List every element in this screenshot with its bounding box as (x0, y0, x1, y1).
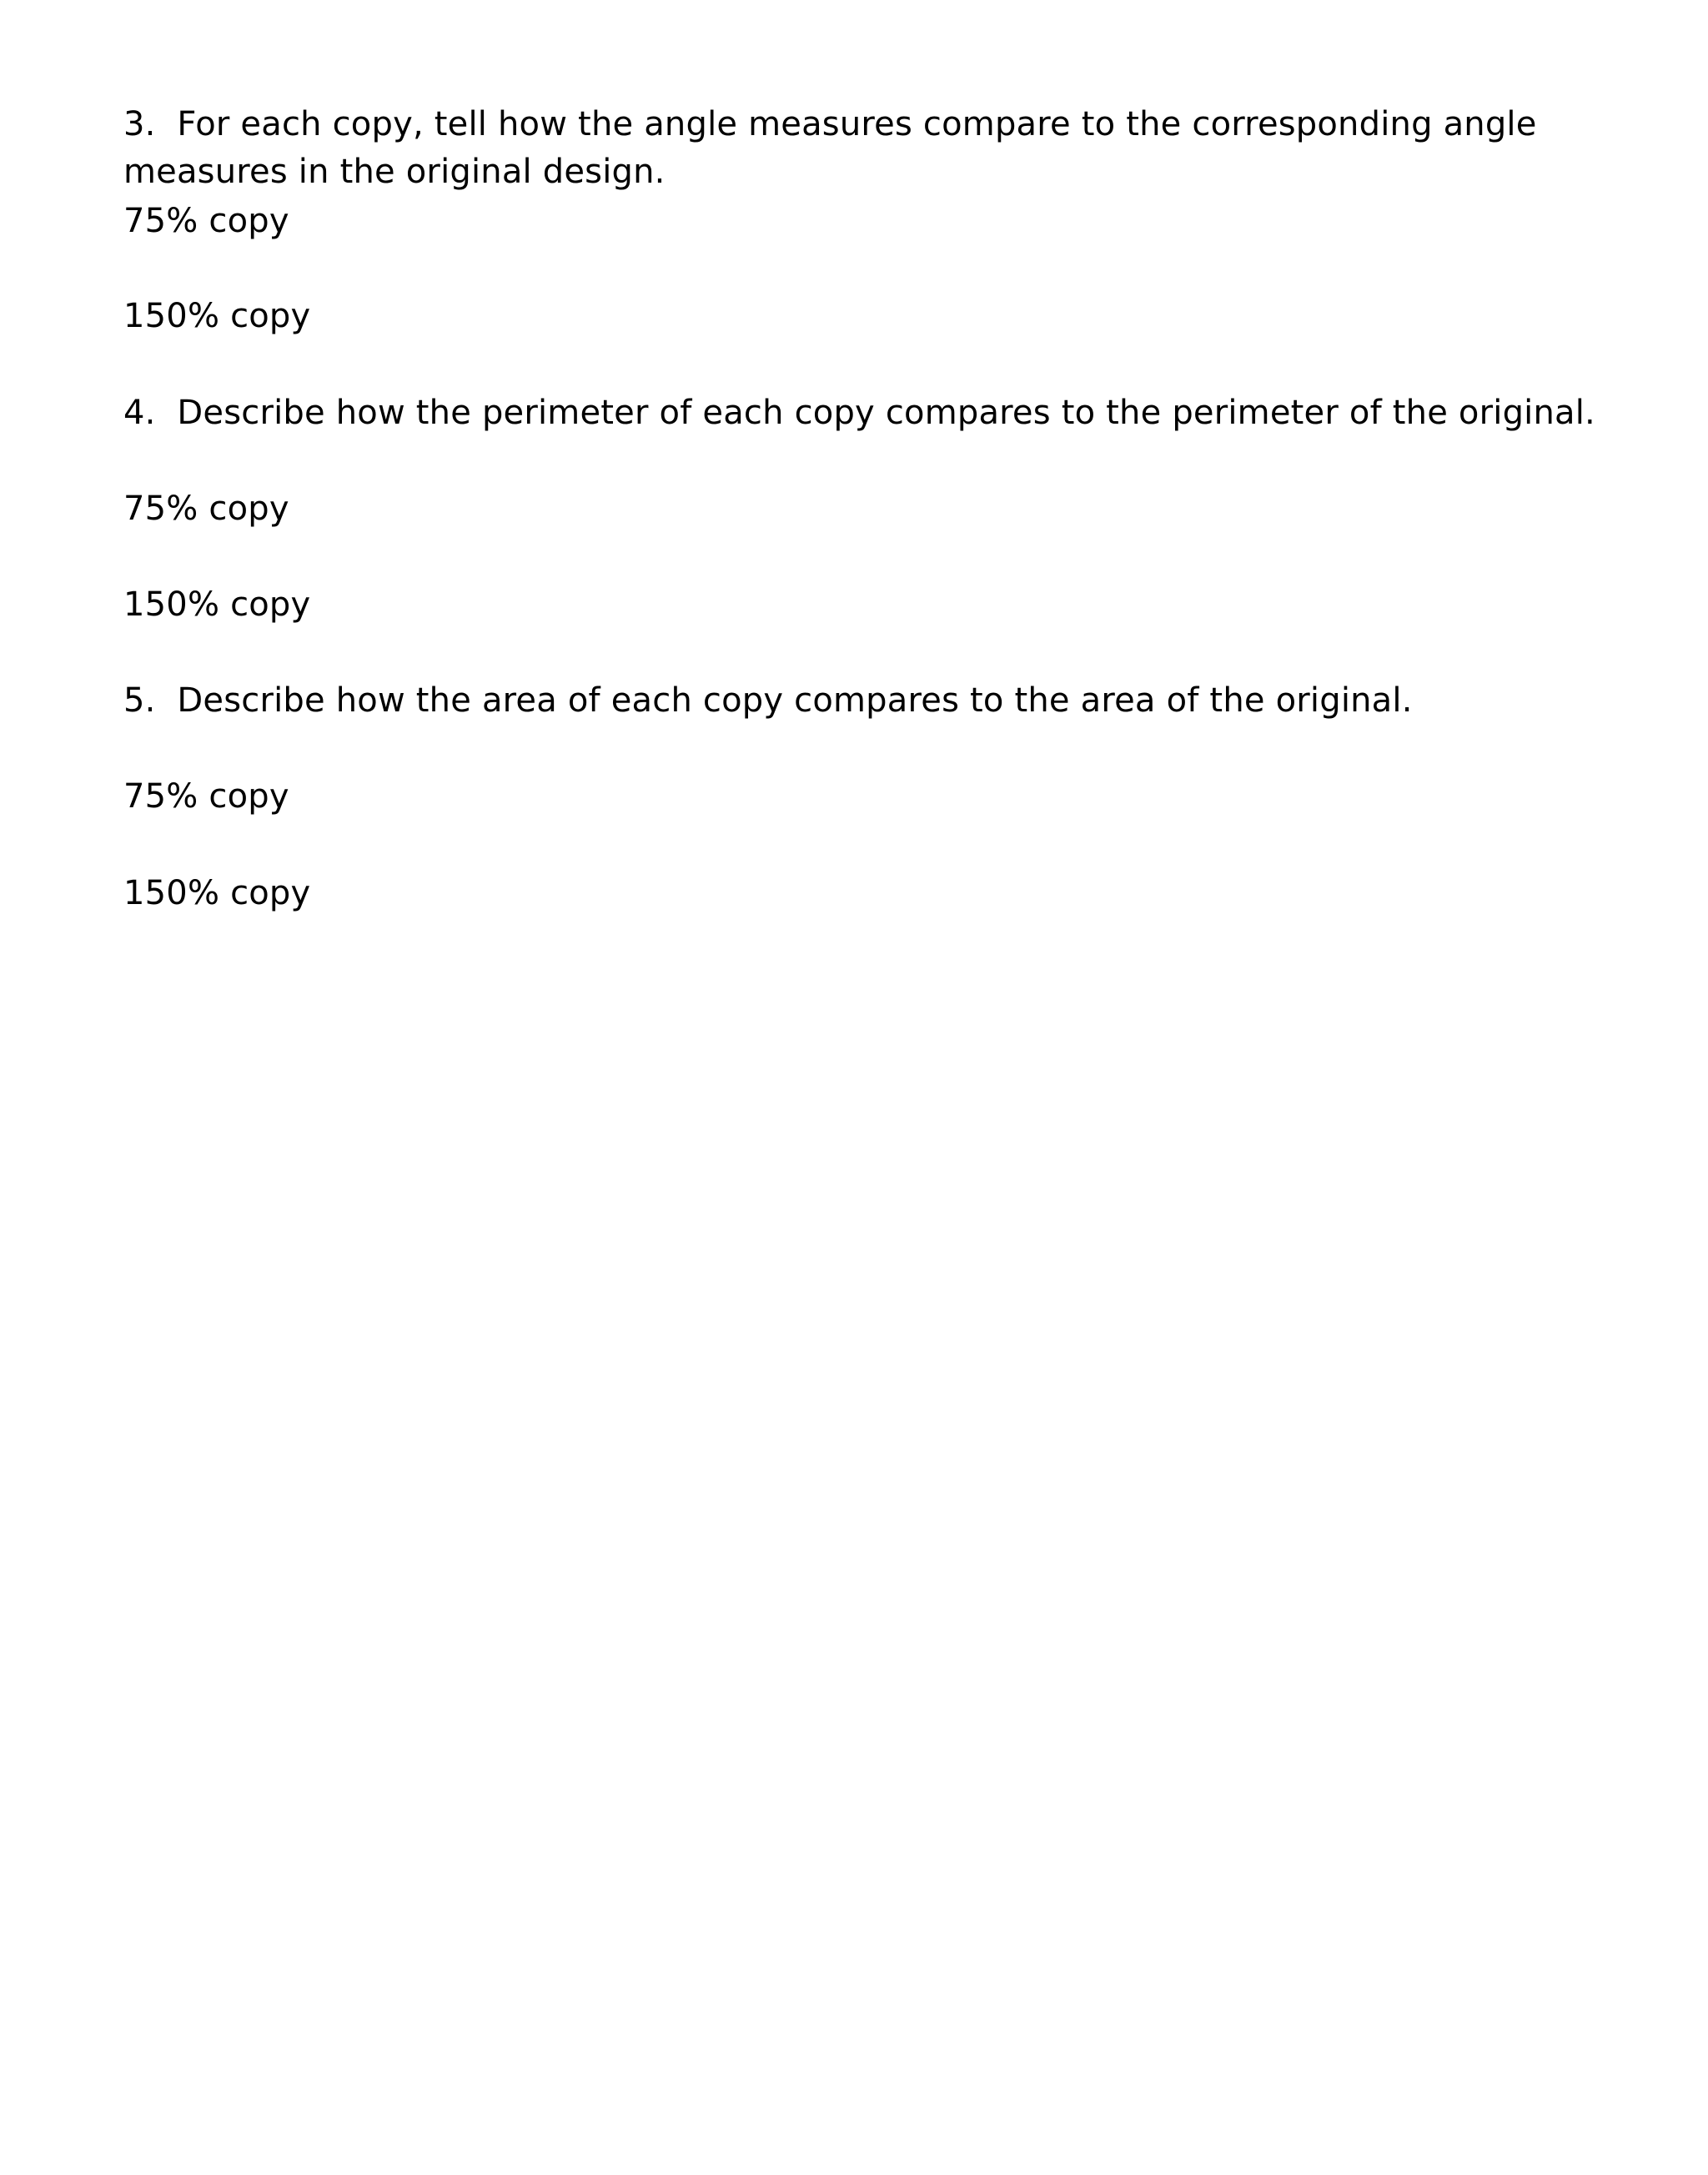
question-3-answer-150: 150% copy (123, 297, 311, 335)
question-3-number: 3. (123, 105, 156, 143)
question-3-text-continued: measures in the original design. (123, 153, 666, 191)
question-4-prompt: Describe how the perimeter of each copy compares to the perimeter of the original. (177, 394, 1595, 432)
question-4-number: 4. (123, 394, 156, 432)
question-3-prompt: For each copy, tell how the angle measures compare to the corresponding angle (177, 105, 1537, 143)
question-4-text (123, 392, 1595, 434)
question-4-answer-150: 150% copy (123, 585, 311, 624)
question-5-answer-150: 150% copy (123, 874, 311, 912)
question-3-text (123, 103, 1537, 145)
question-5-prompt: Describe how the area of each copy compares to the area of the original. (177, 681, 1413, 720)
question-3-answer-75: 75% copy (123, 202, 289, 240)
question-5-number: 5. (123, 681, 156, 720)
question-5-text (123, 680, 1413, 721)
question-4-answer-75: 75% copy (123, 490, 289, 528)
question-5-answer-75: 75% copy (123, 777, 289, 816)
